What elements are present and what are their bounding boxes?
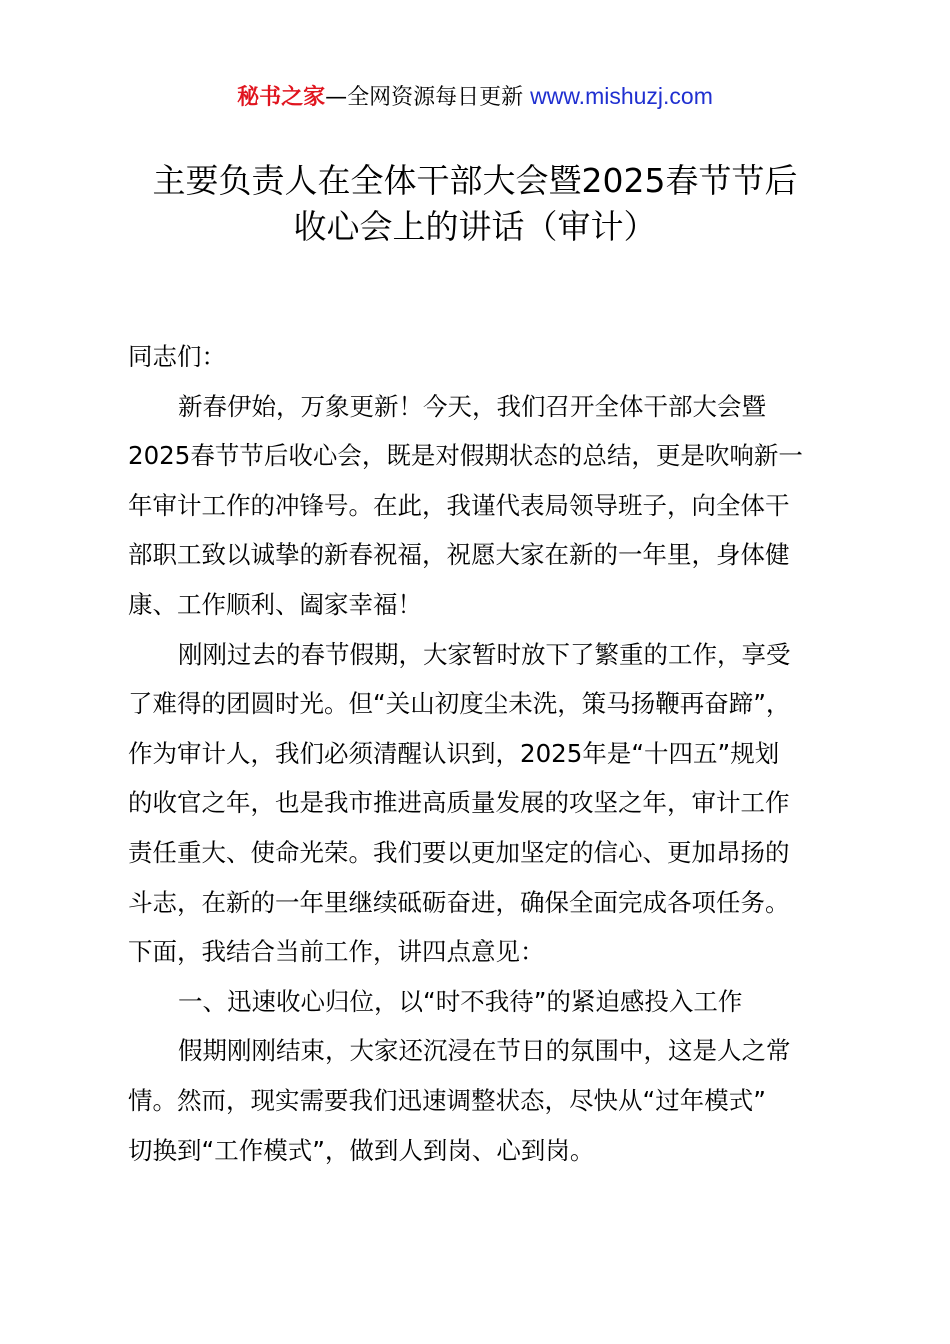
salutation: 同志们： xyxy=(128,342,226,371)
paragraph-line: 康、工作顺利、阖家幸福！ xyxy=(128,589,422,619)
paragraph-line: 下面，我结合当前工作，讲四点意见： xyxy=(128,937,545,967)
title-line-1: 主要负责人在全体干部大会暨2025春节节后 xyxy=(152,161,798,200)
title-line-2: 收心会上的讲话（审计） xyxy=(293,207,657,246)
site-header xyxy=(0,80,950,114)
paragraph-line: 作为审计人，我们必须清醒认识到，2025年是“十四五”规划 xyxy=(128,738,780,768)
section-heading: 一、迅速收心归位，以“时不我待”的紧迫感投入工作 xyxy=(178,986,743,1016)
site-url-link[interactable]: www.mishuzj.com xyxy=(530,83,713,109)
paragraph-line: 的收官之年，也是我市推进高质量发展的攻坚之年，审计工作 xyxy=(128,788,790,818)
paragraph-line: 假期刚刚结束，大家还沉浸在节日的氛围中，这是人之常 xyxy=(178,1036,791,1066)
brand-name: 秘书之家 xyxy=(237,85,326,110)
document-body xyxy=(128,332,840,1175)
document-title xyxy=(110,158,840,250)
paragraph-line: 了难得的团圆时光。但“关山初度尘未洗，策马扬鞭再奋蹄”， xyxy=(128,689,791,719)
paragraph-line: 情。然而，现实需要我们迅速调整状态，尽快从“过年模式” xyxy=(128,1085,766,1115)
paragraph-line: 年审计工作的冲锋号。在此，我谨代表局领导班子，向全体干 xyxy=(128,490,790,520)
paragraph-line: 切换到“工作模式”，做到人到岗、心到岗。 xyxy=(128,1135,595,1165)
paragraph-line: 部职工致以诚挚的新春祝福，祝愿大家在新的一年里，身体健 xyxy=(128,540,790,570)
paragraph-line: 斗志，在新的一年里继续砥砺奋进，确保全面完成各项任务。 xyxy=(128,887,790,917)
paragraph-line: 新春伊始，万象更新！今天，我们召开全体干部大会暨 xyxy=(178,391,766,421)
paragraph-line: 责任重大、使命光荣。我们要以更加坚定的信心、更加昂扬的 xyxy=(128,837,790,867)
header-tagline: —全网资源每日更新 xyxy=(325,85,531,110)
paragraph-line: 刚刚过去的春节假期，大家暂时放下了繁重的工作，享受 xyxy=(178,639,791,669)
paragraph-line: 2025春节节后收心会，既是对假期状态的总结，更是吹响新一 xyxy=(128,441,803,471)
